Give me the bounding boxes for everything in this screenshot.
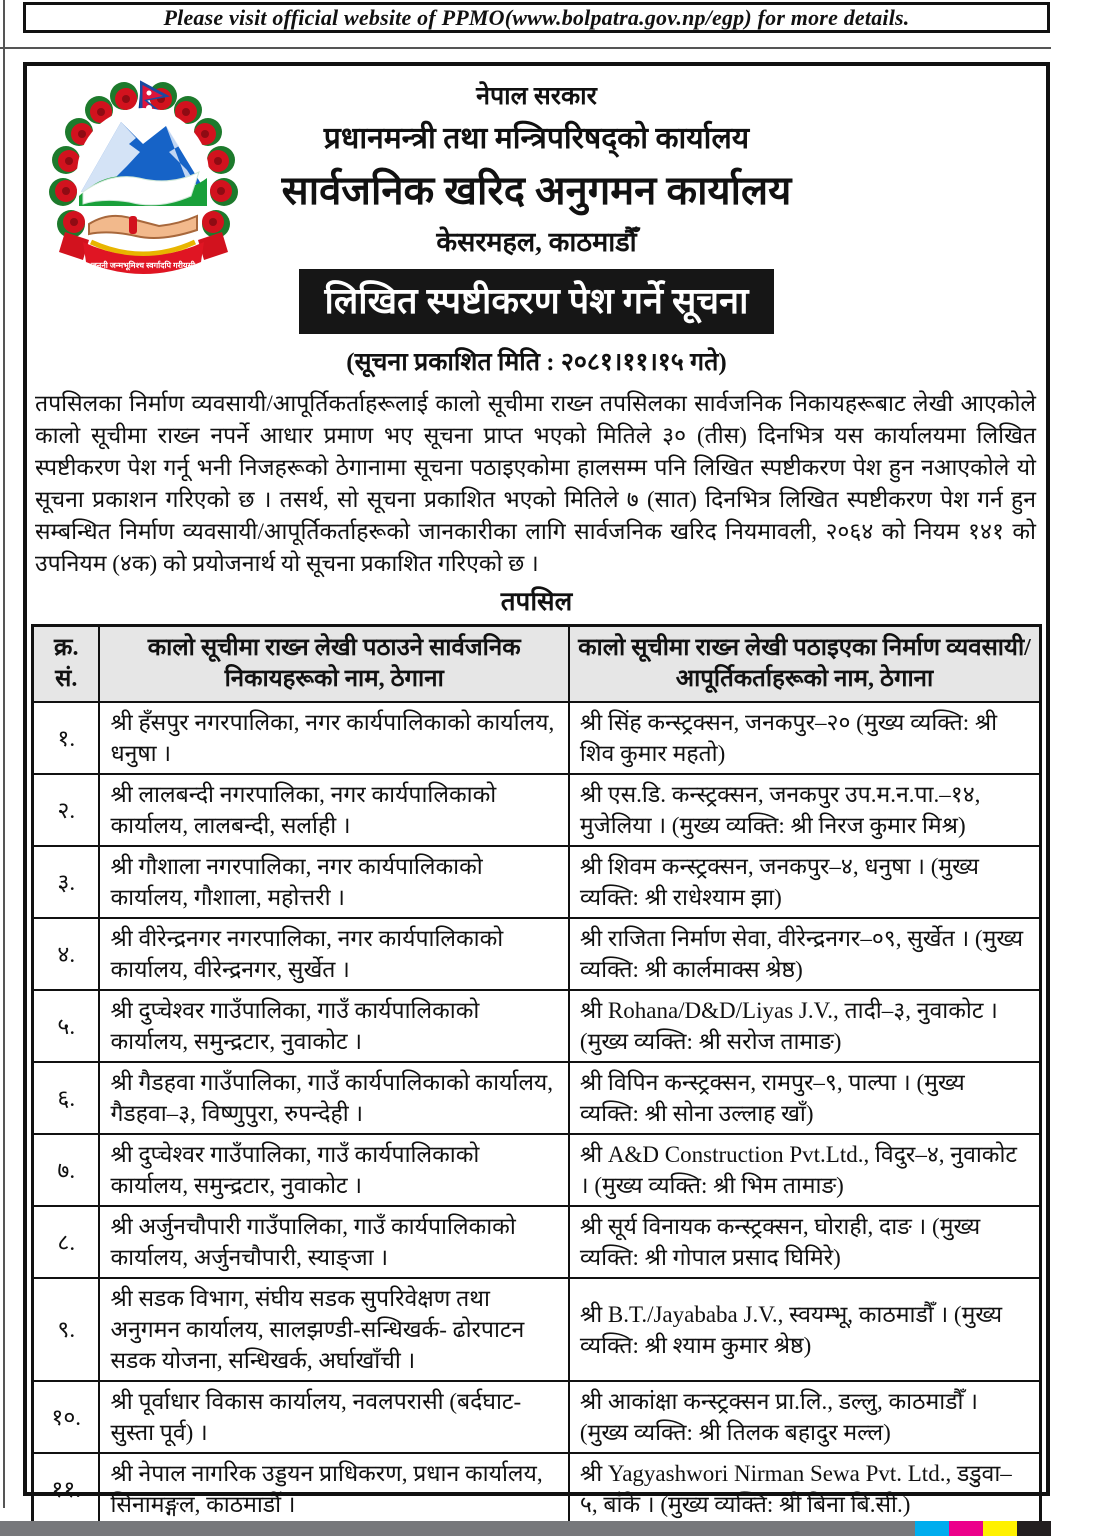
row-serial: १०. xyxy=(33,1381,100,1453)
row-serial: ११. xyxy=(33,1453,100,1526)
notice-paragraph: तपसिलका निर्माण व्यवसायी/आपूर्तिकर्ताहरूलाई कालो सूचीमा राख्न तपसिलका सार्वजनिक निकायहरूबाट लेखी आएकोले कालो सूचीमा राख्न नपर्ने आधार प्रमाण भए सूचना प्राप्त भएको मितिले ३० (तीस) दिनभित्र यस कार्यालयमा लिखित स्पष्टीकरण पेश गर्नू भनी निजहरूको ठेगानामा सूचना पठाइएकोमा हालसम्म पनि लिखित स्पष्टीकरण पेश हुन नआएकोले यो सूचना प्रकाशन गरिएको छ । तसर्थ, सो सूचना प्रकाशित भएको मितिले ७ (सात) दिनभित्र लिखित स्पष्टीकरण पेश गर्न हुन सम्बन्धित निर्माण व्यवसायी/आपूर्तिकर्ताहरूको जानकारीका लागि सार्वजनिक खरिद नियमावली, २०६४ को नियम १४१ को उपनियम (४क) को प्रयोजनार्थ यो सूचना प्रकाशित गरिएको छ । xyxy=(35,391,1036,576)
table-row xyxy=(33,1134,1041,1206)
row-firm: श्री आकांक्षा कन्स्ट्रक्सन प्रा.लि., डल्लु, काठमाडौँ । (मुख्य व्यक्ति: श्री तिलक बहादुर मल्ल) xyxy=(569,1381,1041,1453)
schedule-heading: तपसिल xyxy=(500,587,573,616)
row-public-body: श्री पूर्वाधार विकास कार्यालय, नवलपरासी (बर्दघाट-सुस्ता पूर्व) । xyxy=(99,1381,568,1453)
row-firm: श्री Rohana/D&D/Liyas J.V., तादी–३, नुवाकोट । (मुख्य व्यक्ति: श्री सरोज तामाङ) xyxy=(569,990,1041,1062)
row-firm: श्री शिवम कन्स्ट्रक्सन, जनकपुर–४, धनुषा । (मुख्य व्यक्ति: श्री राधेश्याम झा) xyxy=(569,846,1041,918)
row-firm: श्री राजिता निर्माण सेवा, वीरेन्द्रनगर–०९, सुर्खेत । (मुख्य व्यक्ति: श्री कार्लमाक्स श्रेष्ठ) xyxy=(569,918,1041,990)
row-firm: श्री Yagyashwori Nirman Sewa Pvt. Ltd., डडुवा–५, बाँके । (मुख्य व्यक्ति: श्री बिना बि.सी.) xyxy=(569,1453,1041,1526)
motto-text: जननी जन्मभूमिश्च स्वर्गादपि गरीयसी xyxy=(90,261,196,270)
row-firm: श्री एस.डि. कन्स्ट्रक्सन, जनकपुर उप.म.न.पा.–१४, मुजेलिया । (मुख्य व्यक्ति: श्री निरज कुमार मिश्र) xyxy=(569,774,1041,846)
office-name: सार्वजनिक खरिद अनुगमन कार्यालय xyxy=(281,168,792,213)
table-row xyxy=(33,918,1041,990)
gray-bar xyxy=(0,1521,915,1536)
cyan-swatch xyxy=(915,1521,949,1536)
row-public-body: श्री हँसपुर नगरपालिका, नगर कार्यपालिकाको कार्यालय, धनुषा । xyxy=(99,702,568,774)
table-row xyxy=(33,702,1041,774)
header-public-body: कालो सूचीमा राख्न लेखी पठाउने सार्वजनिक निकायहरूको नाम, ठेगाना xyxy=(99,626,568,703)
row-public-body: श्री नेपाल नागरिक उड्डयन प्राधिकरण, प्रधान कार्यालय, सिनामङ्गल, काठमाडौँ । xyxy=(99,1453,568,1526)
table-row xyxy=(33,1453,1041,1526)
print-registration-bar xyxy=(0,1521,1051,1536)
ministry-name: प्रधानमन्त्री तथा मन्त्रिपरिषद्को कार्यालय xyxy=(323,122,750,155)
row-firm: श्री सिंह कन्स्ट्रक्सन, जनकपुर–२० (मुख्य व्यक्ति: श्री शिव कुमार महतो) xyxy=(569,702,1041,774)
table-row xyxy=(33,990,1041,1062)
row-firm: श्री B.T./Jayababa J.V., स्वयम्भू, काठमाडौँ । (मुख्य व्यक्ति: श्री श्याम कुमार श्रेष्ठ) xyxy=(569,1278,1041,1381)
banner-text: Please visit official website of PPMO(www.bolpatra.gov.np/egp) for more details. xyxy=(163,4,910,30)
row-serial: ८. xyxy=(33,1206,100,1278)
magenta-swatch xyxy=(949,1521,983,1536)
row-public-body: श्री दुप्चेश्वर गाउँपालिका, गाउँ कार्यपालिकाको कार्यालय, समुन्द्रटार, नुवाकोट । xyxy=(99,1134,568,1206)
banner-separator-rule xyxy=(0,47,1051,49)
row-public-body: श्री दुप्चेश्वर गाउँपालिका, गाउँ कार्यपालिकाको कार्यालय, समुन्द्रटार, नुवाकोट । xyxy=(99,990,568,1062)
row-public-body: श्री वीरेन्द्रनगर नगरपालिका, नगर कार्यपालिकाको कार्यालय, वीरेन्द्रनगर, सुर्खेत । xyxy=(99,918,568,990)
government-name: नेपाल सरकार xyxy=(476,83,597,110)
table-row xyxy=(33,1278,1041,1381)
row-public-body: श्री गैडहवा गाउँपालिका, गाउँ कार्यपालिकाको कार्यालय, गैडहवा–३, विष्णुपुरा, रुपन्देही । xyxy=(99,1062,568,1134)
row-serial: ९. xyxy=(33,1278,100,1381)
row-firm: श्री A&D Construction Pvt.Ltd., विदुर–४, नुवाकोट । (मुख्य व्यक्ति: श्री भिम तामाङ) xyxy=(569,1134,1041,1206)
row-serial: ७. xyxy=(33,1134,100,1206)
notice-body-box xyxy=(23,62,1050,1517)
row-firm: श्री सूर्य विनायक कन्स्ट्रक्सन, घोराही, दाङ । (मुख्य व्यक्ति: श्री गोपाल प्रसाद घिमिरे) xyxy=(569,1206,1041,1278)
table-row xyxy=(33,774,1041,846)
row-public-body: श्री अर्जुनचौपारी गाउँपालिका, गाउँ कार्यपालिकाको कार्यालय, अर्जुनचौपारी, स्याङ्जा । xyxy=(99,1206,568,1278)
blacklist-table xyxy=(31,624,1042,1527)
row-public-body: श्री सडक विभाग, संघीय सडक सुपरिवेक्षण तथा अनुगमन कार्यालय, सालझण्डी-सन्धिखर्क- ढोरपाटन सडक योजना, सन्धिखर्क, अर्घाखाँची । xyxy=(99,1278,568,1381)
row-serial: २. xyxy=(33,774,100,846)
row-public-body: श्री गौशाला नगरपालिका, नगर कार्यपालिकाको कार्यालय, गौशाला, महोत्तरी । xyxy=(99,846,568,918)
black-swatch xyxy=(1017,1521,1051,1536)
row-serial: ६. xyxy=(33,1062,100,1134)
nepal-emblem-logo xyxy=(41,74,246,299)
notice-title: लिखित स्पष्टीकरण पेश गर्ने सूचना xyxy=(299,269,775,334)
table-row xyxy=(33,1062,1041,1134)
table-header-row xyxy=(33,626,1041,703)
row-serial: ३. xyxy=(33,846,100,918)
page-left-rule xyxy=(3,0,5,1508)
yellow-swatch xyxy=(983,1521,1017,1536)
row-serial: १. xyxy=(33,702,100,774)
row-serial: ५. xyxy=(33,990,100,1062)
row-firm: श्री विपिन कन्स्ट्रक्सन, रामपुर–९, पाल्पा । (मुख्य व्यक्ति: श्री सोना उल्लाह खाँ) xyxy=(569,1062,1041,1134)
table-row xyxy=(33,1381,1041,1453)
header-firm: कालो सूचीमा राख्न लेखी पठाइएका निर्माण व्यवसायी/आपूर्तिकर्ताहरूको नाम, ठेगाना xyxy=(569,626,1041,703)
office-address: केसरमहल, काठमाडौँ xyxy=(436,227,637,257)
published-date: (सूचना प्रकाशित मिति : २०८१।११।१५ गते) xyxy=(346,349,727,376)
row-serial: ४. xyxy=(33,918,100,990)
table-row xyxy=(33,846,1041,918)
header-serial-number: क्र. सं. xyxy=(33,626,100,703)
row-public-body: श्री लालबन्दी नगरपालिका, नगर कार्यपालिकाको कार्यालय, लालबन्दी, सर्लाही । xyxy=(99,774,568,846)
top-banner xyxy=(23,2,1050,33)
table-row xyxy=(33,1206,1041,1278)
